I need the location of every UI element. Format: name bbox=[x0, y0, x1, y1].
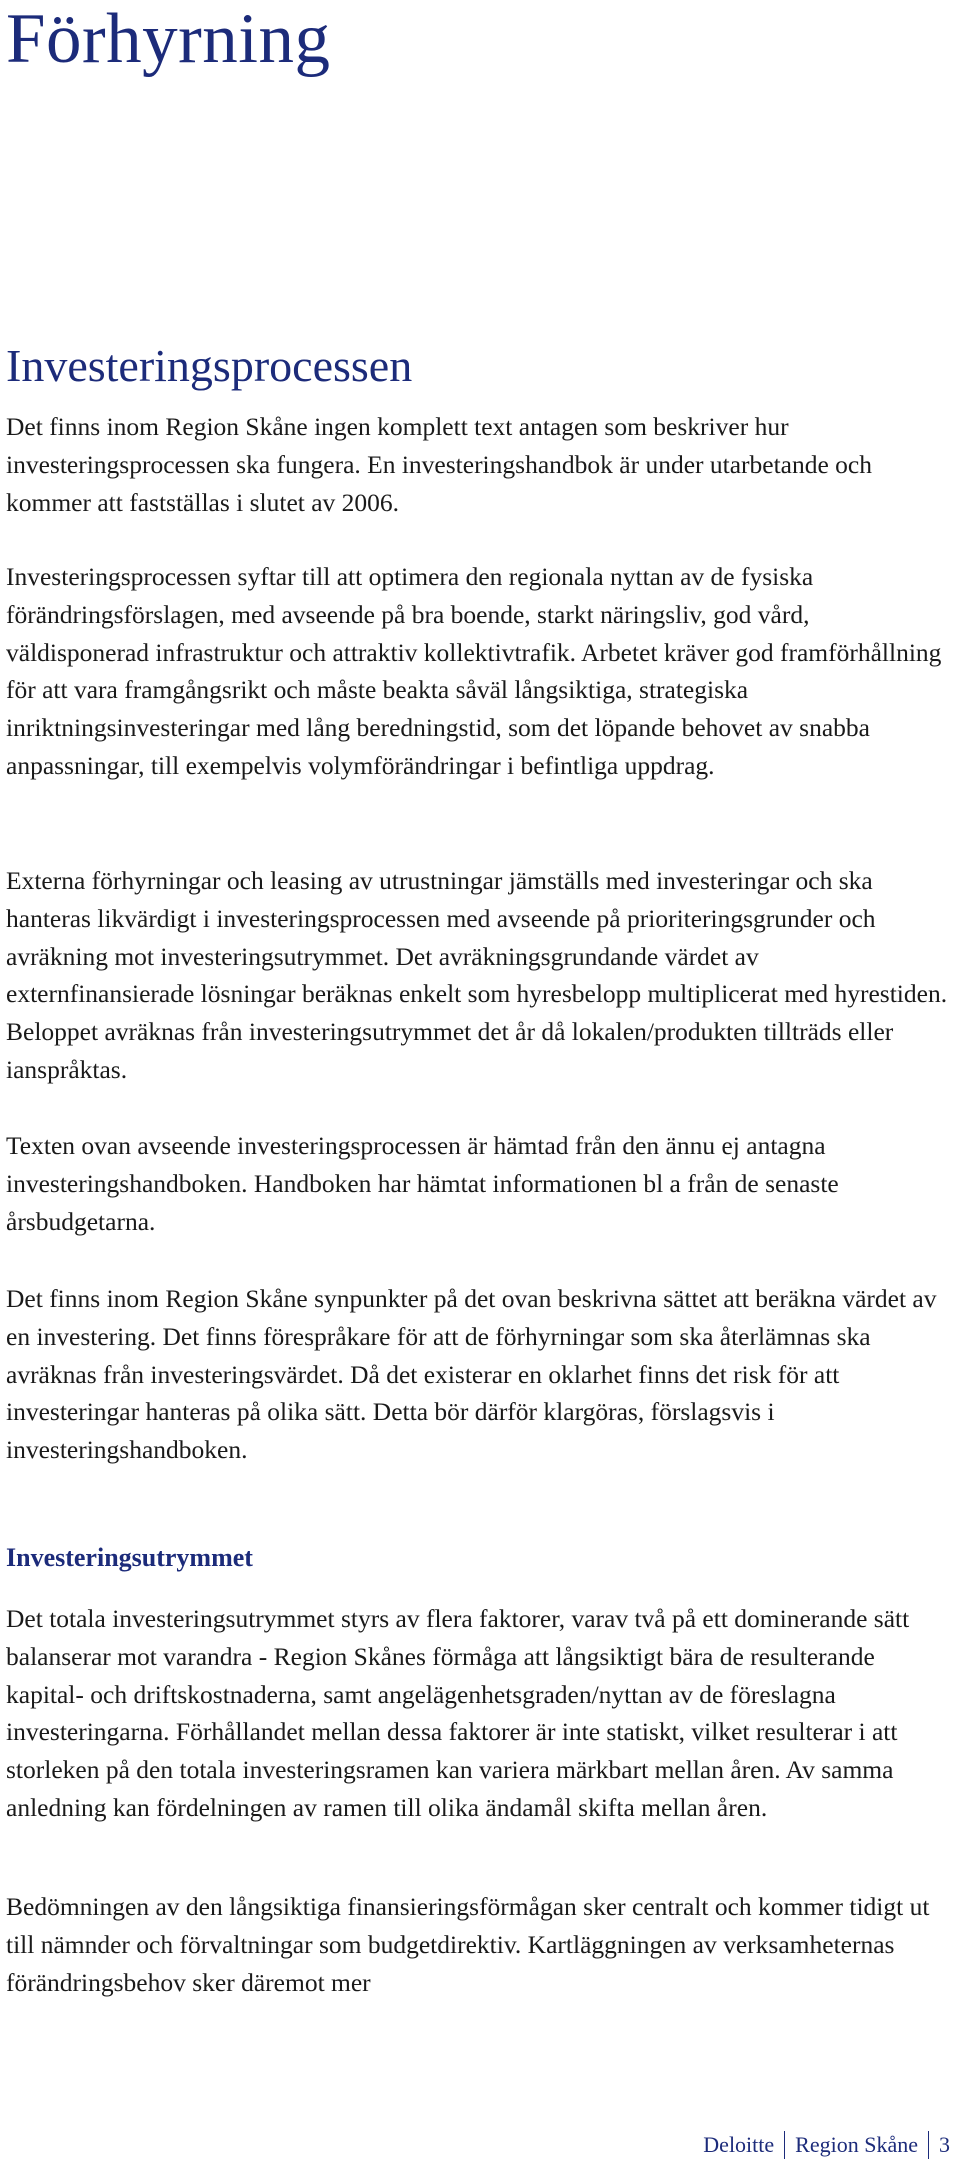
footer-divider bbox=[784, 2131, 785, 2159]
footer-divider bbox=[928, 2131, 929, 2159]
paragraph: Texten ovan avseende investeringsprocessen är hämtad från den ännu ej antagna investeringshandboken. Handboken har hämtat informationen bl a från de senaste årsbudgetarna. bbox=[6, 1131, 839, 1236]
section-heading: Investeringsprocessen bbox=[6, 340, 413, 391]
paragraph: Externa förhyrningar och leasing av utrustningar jämställs med investeringar och ska hanteras likvärdigt i investeringsprocessen med avseende på prioriteringsgrunder och avräkning mot investeringsutrymmet. Det avräkningsgrundande värdet av externfinansierade lösningar beräknas enkelt som hyresbelopp multiplicerat med hyrestiden. Beloppet avräknas från investeringsutrymmet det år då lokalen/produkten tillträds eller ianspråktas. bbox=[6, 866, 948, 1084]
page-title: Förhyrning bbox=[6, 0, 331, 78]
subsection-heading: Investeringsutrymmet bbox=[6, 1543, 253, 1572]
paragraph: Investeringsprocessen syftar till att optimera den regionala nyttan av de fysiska förändringsförslagen, med avseende på bra boende, starkt näringsliv, god vård, väldisponerad infrastruktur och attraktiv kollektivtrafik. Arbetet kräver god framförhållning för att vara framgångsrikt och måste beakta såväl långsiktiga, strategiska inriktningsinvesteringar med lång beredningstid, som det löpande behovet av snabba anpassningar, till exempelvis volymförändringar i befintliga uppdrag. bbox=[6, 562, 942, 780]
footer-company: Deloitte bbox=[703, 2132, 775, 2157]
page-number: 3 bbox=[939, 2132, 950, 2157]
paragraph: Det totala investeringsutrymmet styrs av flera faktorer, varav två på ett dominerande sätt balanserar mot varandra - Region Skånes förmåga att långsiktigt bära de resulterande kapital- och driftskostnaderna, samt angelägenhetsgraden/nyttan av de föreslagna investeringarna. Förhållandet mellan dessa faktorer är inte statiskt, vilket resulterar i att storleken på den totala investeringsramen kan variera märkbart mellan åren. Av samma anledning kan fördelningen av ramen till olika ändamål skifta mellan åren. bbox=[6, 1604, 910, 1822]
page-footer bbox=[703, 2130, 950, 2160]
paragraph: Det finns inom Region Skåne synpunkter på det ovan beskrivna sättet att beräkna värdet av en investering. Det finns förespråkare för att de förhyrningar som ska återlämnas ska avräknas från investeringsvärdet. Då det existerar en oklarhet finns det risk för att investeringar hanteras på olika sätt. Detta bör därför klargöras, förslagsvis i investeringshandboken. bbox=[6, 1284, 937, 1465]
paragraph: Det finns inom Region Skåne ingen komplett text antagen som beskriver hur investeringsprocessen ska fungera. En investeringshandbok är under utarbetande och kommer att fastställas i slutet av 2006. bbox=[6, 412, 873, 517]
footer-client: Region Skåne bbox=[795, 2132, 918, 2157]
paragraph: Bedömningen av den långsiktiga finansieringsförmågan sker centralt och kommer tidigt ut till nämnder och förvaltningar som budgetdirektiv. Kartläggningen av verksamheternas förändringsbehov sker däremot mer bbox=[6, 1892, 930, 1997]
